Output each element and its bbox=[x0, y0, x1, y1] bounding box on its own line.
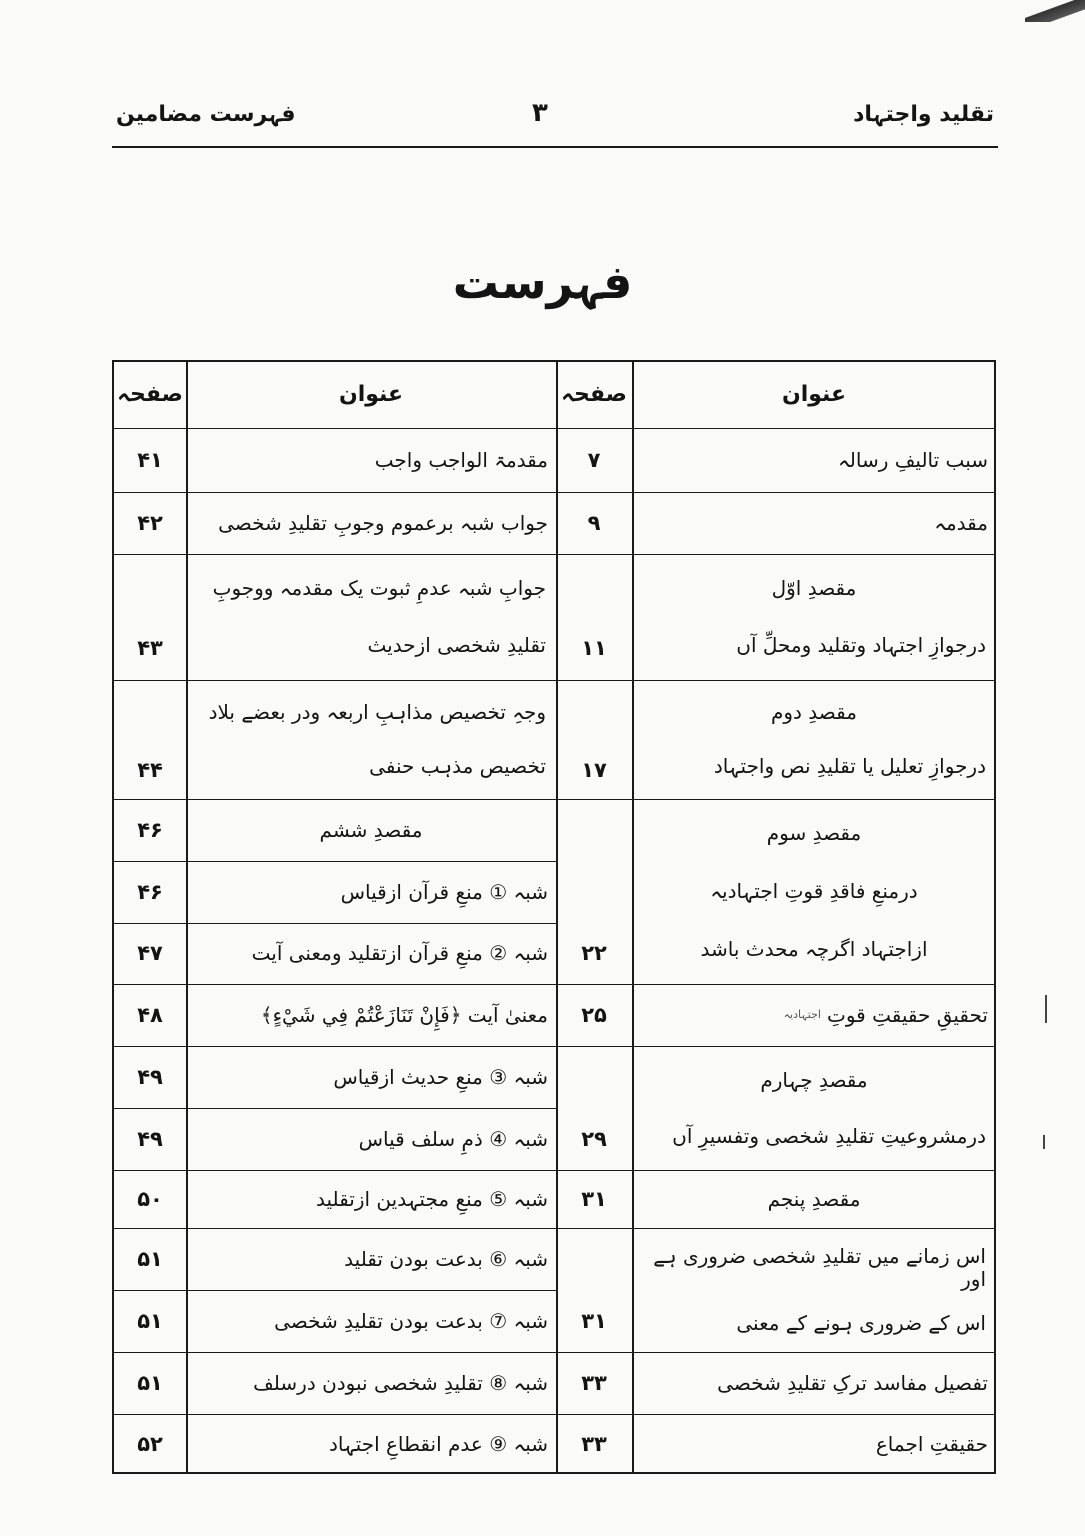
toc-entry-page: ۴۲ bbox=[137, 510, 163, 535]
toc-entry-title bbox=[632, 680, 996, 799]
right-title-header: عنوان bbox=[781, 382, 847, 408]
toc-entry-title: مقدمہ bbox=[934, 510, 988, 535]
toc-entry-page: ۵۱ bbox=[137, 1246, 163, 1271]
toc-entry-line: جوابِ شبہ عدمِ ثبوت یک مقدمہ ووجوبِ bbox=[212, 576, 546, 600]
toc-entry-title: سبب تالیفِ رسالہ bbox=[838, 447, 988, 472]
toc-entry-title: شبہ ⑨ عدم انقطاعِ اجتہاد bbox=[328, 1431, 548, 1456]
toc-entry-title: شبہ ⑧ تقلیدِ شخصی نبودن درسلف bbox=[253, 1370, 548, 1395]
toc-entry-title: شبہ ④ ذمِ سلف قیاس bbox=[358, 1126, 548, 1151]
toc-entry-title: مقدمۃ الواجب واجب bbox=[374, 447, 548, 472]
toc-entry-page: ۴۴ bbox=[137, 758, 163, 783]
toc-entry-page: ۵۰ bbox=[137, 1186, 163, 1211]
toc-entry-title: تفصیل مفاسد ترکِ تقلیدِ شخصی bbox=[717, 1370, 988, 1395]
contents-table bbox=[112, 360, 996, 1474]
toc-entry-heading: اس زمانے میں تقلیدِ شخصی ضروری ہے اور bbox=[653, 1243, 986, 1291]
toc-entry-page: ۲۲ bbox=[581, 940, 607, 965]
toc-entry-page: ۲۵ bbox=[581, 1002, 607, 1027]
toc-entry-page: ۳۱ bbox=[581, 1186, 607, 1211]
page-corner-shadow bbox=[1025, 0, 1085, 22]
toc-entry-page: ۱۱ bbox=[581, 636, 607, 661]
toc-entry-title bbox=[632, 984, 996, 1046]
toc-entry-heading: مقصدِ اوّل bbox=[771, 576, 857, 600]
toc-entry-subtitle: ازاجتہاد اگرچہ محدث باشد bbox=[700, 936, 928, 961]
toc-entry-page: ۴۱ bbox=[137, 447, 163, 472]
toc-entry-page: ۴۹ bbox=[137, 1126, 163, 1151]
toc-entry-page: ۳۳ bbox=[581, 1431, 607, 1456]
toc-entry-title: شبہ ① منعِ قرآن ازقیاس bbox=[340, 879, 548, 904]
toc-entry-heading: مقصدِ سوم bbox=[766, 821, 862, 846]
toc-entry-heading: مقصدِ دوم bbox=[771, 700, 857, 725]
toc-entry-subtitle: درمنعِ فاقدِ قوتِ اجتہادیہ bbox=[710, 878, 918, 903]
toc-entry-page: ۹ bbox=[587, 510, 601, 535]
toc-entry-line: وجہِ تخصیص مذاہبِ اربعہ ودر بعضے بلاد bbox=[208, 700, 546, 725]
toc-entry-page: ۴۹ bbox=[137, 1064, 163, 1089]
toc-entry-subtitle: اس کے ضروری ہونے کے معنی bbox=[736, 1311, 986, 1336]
toc-entry-page: ۵۲ bbox=[137, 1431, 163, 1456]
toc-entry-page: ۳۱ bbox=[581, 1308, 607, 1333]
right-page-header: صفحہ bbox=[561, 382, 627, 408]
toc-entry-title bbox=[632, 799, 996, 984]
toc-entry-page: ۷ bbox=[587, 447, 601, 472]
toc-entry-title: مقصدِ پنجم bbox=[767, 1186, 861, 1211]
toc-entry-line: تقلیدِ شخصی ازحدیث bbox=[367, 633, 546, 657]
toc-entry-title: شبہ ⑦ بدعت بودن تقلیدِ شخصی bbox=[274, 1308, 548, 1333]
toc-entry-page: ۴۷ bbox=[137, 941, 163, 966]
toc-entry-subtitle: درجوازِ تعلیل یا تقلیدِ نص واجتہاد bbox=[713, 753, 986, 778]
toc-entry-page: ۴۶ bbox=[137, 817, 163, 842]
margin-mark bbox=[1045, 995, 1047, 1023]
toc-entry-page: ۳۳ bbox=[581, 1370, 607, 1395]
toc-entry-title: معنیٰ آیت ﴿فَإِنْ تَنَازَعْتُمْ فِي شَيْءٍ﴾ bbox=[260, 1002, 548, 1027]
section-name: فہرست مضامین bbox=[116, 102, 296, 127]
toc-entry-page: ۴۳ bbox=[137, 636, 163, 661]
toc-entry-title: شبہ ③ منعِ حدیث ازقیاس bbox=[333, 1064, 548, 1089]
header-divider bbox=[112, 146, 998, 148]
left-page-header: صفحہ bbox=[117, 382, 183, 408]
toc-entry-subtitle: درجوازِ اجتہاد وتقلید ومحلِّ آں bbox=[736, 633, 986, 657]
book-title: تقلید واجتہاد bbox=[853, 102, 994, 127]
toc-entry-title bbox=[186, 554, 556, 680]
margin-mark bbox=[1043, 1135, 1045, 1149]
toc-entry-line: تخصیص مذہب حنفی bbox=[369, 753, 546, 778]
toc-entry-title bbox=[186, 680, 556, 799]
toc-entry-page: ۱۷ bbox=[581, 758, 607, 783]
toc-entry-text: تحقیقِ حقیقتِ قوتِ bbox=[826, 1002, 988, 1027]
toc-entry-title bbox=[632, 1046, 996, 1170]
toc-entry-page: ۴۸ bbox=[137, 1002, 163, 1027]
toc-entry-note: اجتہادیہ bbox=[783, 1007, 821, 1021]
toc-entry-page: ۵۱ bbox=[137, 1370, 163, 1395]
toc-entry-page: ۲۹ bbox=[581, 1126, 607, 1151]
toc-entry-heading: مقصدِ چہارم bbox=[760, 1067, 868, 1092]
toc-entry-page: ۴۶ bbox=[137, 879, 163, 904]
toc-entry-title: شبہ ⑤ منعِ مجتہدین ازتقلید bbox=[316, 1186, 548, 1211]
toc-entry-title: شبہ ② منعِ قرآن ازتقلید ومعنی آیت bbox=[251, 941, 548, 965]
toc-entry-title bbox=[632, 1228, 996, 1352]
toc-entry-page: ۵۱ bbox=[137, 1308, 163, 1333]
page-number: ۳ bbox=[532, 98, 548, 128]
toc-entry-subtitle: درمشروعیتِ تقلیدِ شخصی وتفسیرِ آں bbox=[672, 1123, 986, 1148]
toc-entry-title: حقیقتِ اجماع bbox=[875, 1431, 988, 1456]
toc-entry-title: جواب شبہ برعموم وجوبِ تقلیدِ شخصی bbox=[218, 510, 548, 535]
toc-entry-title: مقصدِ ششم bbox=[319, 817, 423, 842]
running-header bbox=[112, 92, 998, 142]
left-title-header: عنوان bbox=[338, 382, 404, 408]
page-title: فہرست bbox=[452, 255, 633, 309]
toc-entry-title bbox=[632, 554, 996, 680]
toc-entry-title: شبہ ⑥ بدعت بودن تقلید bbox=[344, 1246, 548, 1271]
